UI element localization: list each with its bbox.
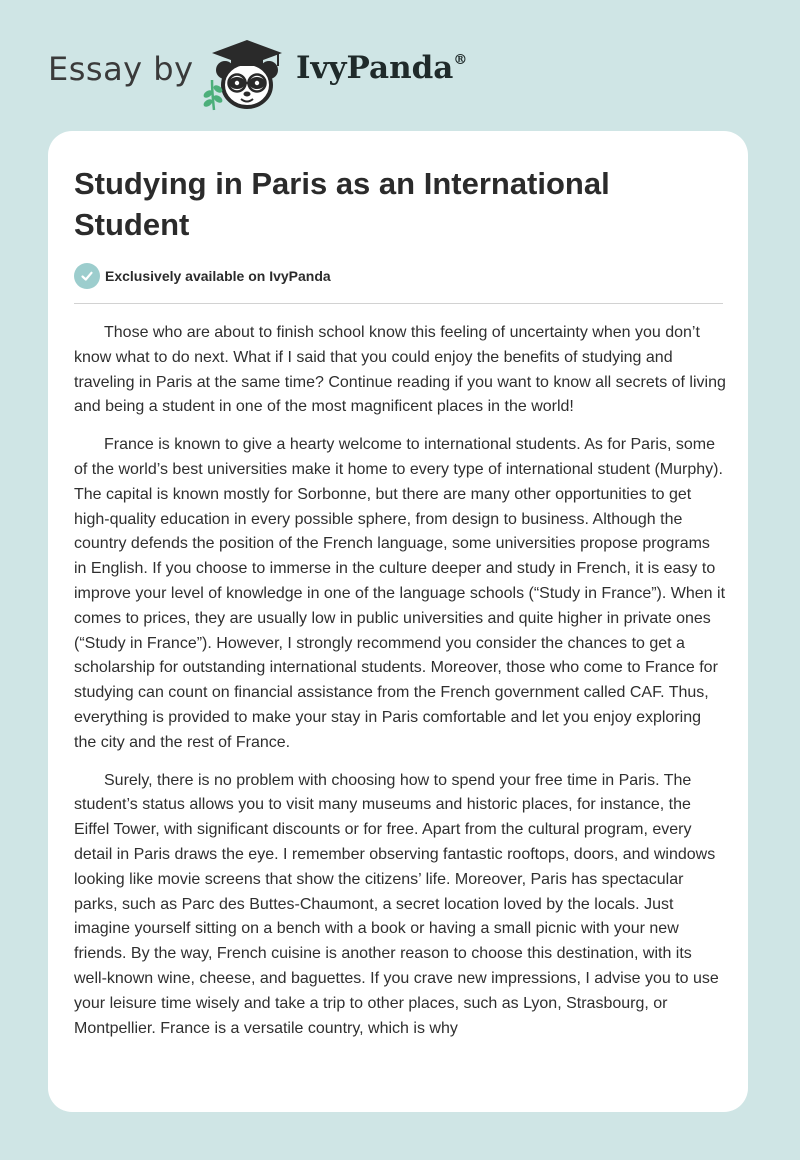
brand-name-text: IvyPanda [296,50,454,86]
essay-card [48,131,748,1112]
site-header [0,0,800,130]
essay-by-label: Essay by [48,50,194,88]
paragraph: Those who are about to finish school know this feeling of uncertainty when you don’t know what to do next. What if I said that you could enjoy the benefits of studying and traveling in Paris at the same time? Continue reading if you want to know all secrets of living and being a student in one of the most magnificent places in the world! [74,324,726,416]
check-icon [74,263,100,289]
page-title: Studying in Paris as an International Student [74,166,610,242]
badge-label: Exclusively available on IvyPanda [105,268,331,284]
registered-mark: ® [453,52,468,68]
paragraph: France is known to give a hearty welcome to international students. As for Paris, some of the world’s best universities make it home to every type of international student (Murphy). The capital is known mostly for Sorbonne, but there are many other opportunities to get high-quality education in every possible sphere, from design to business. Although the country defends the position of the French language, some universities propose programs in English. If you choose to immerse in the culture deeper and study in French, it is easy to improve your level of knowledge in one of the language schools (“Study in France”). When it comes to prices, they are usually low in public universities and quite higher in private ones (“Study in France”). However, I strongly recommend you consider the chances to get a scholarship for outstanding international students. Moreover, those who come to France for studying can count on financial assistance from the French government called CAF. Thus, everything is provided to make your stay in Paris comfortable and let you enjoy exploring the city and the rest of France. [74,436,726,751]
divider [74,303,723,304]
exclusive-badge [74,263,331,289]
brand-name[interactable] [296,50,467,86]
essay-body [74,321,726,1054]
paragraph: Surely, there is no problem with choosing how to spend your free time in Paris. The student’s status allows you to visit many museums and historic places, for instance, the Eiffel Tower, with significant discounts or for free. Apart from the cultural program, every detail in Paris draws the eye. I remember observing fantastic rooftops, doors, and windows looking like movie screens that show the citizens’ life. Moreover, Paris has spectacular parks, such as Parc des Buttes-Chaumont, a secret location loved by the locals. Just imagine yourself sitting on a bench with a book or having a small picnic with your new friends. By the way, French cuisine is another reason to choose this destination, with its well-known wine, cheese, and baguettes. If you crave new impressions, I advise you to use your leisure time wisely and take a trip to other places, such as Lyon, Strasbourg, or Montpellier. France is a versatile country, which is why [74,771,719,1037]
panda-logo-icon[interactable] [200,36,296,112]
